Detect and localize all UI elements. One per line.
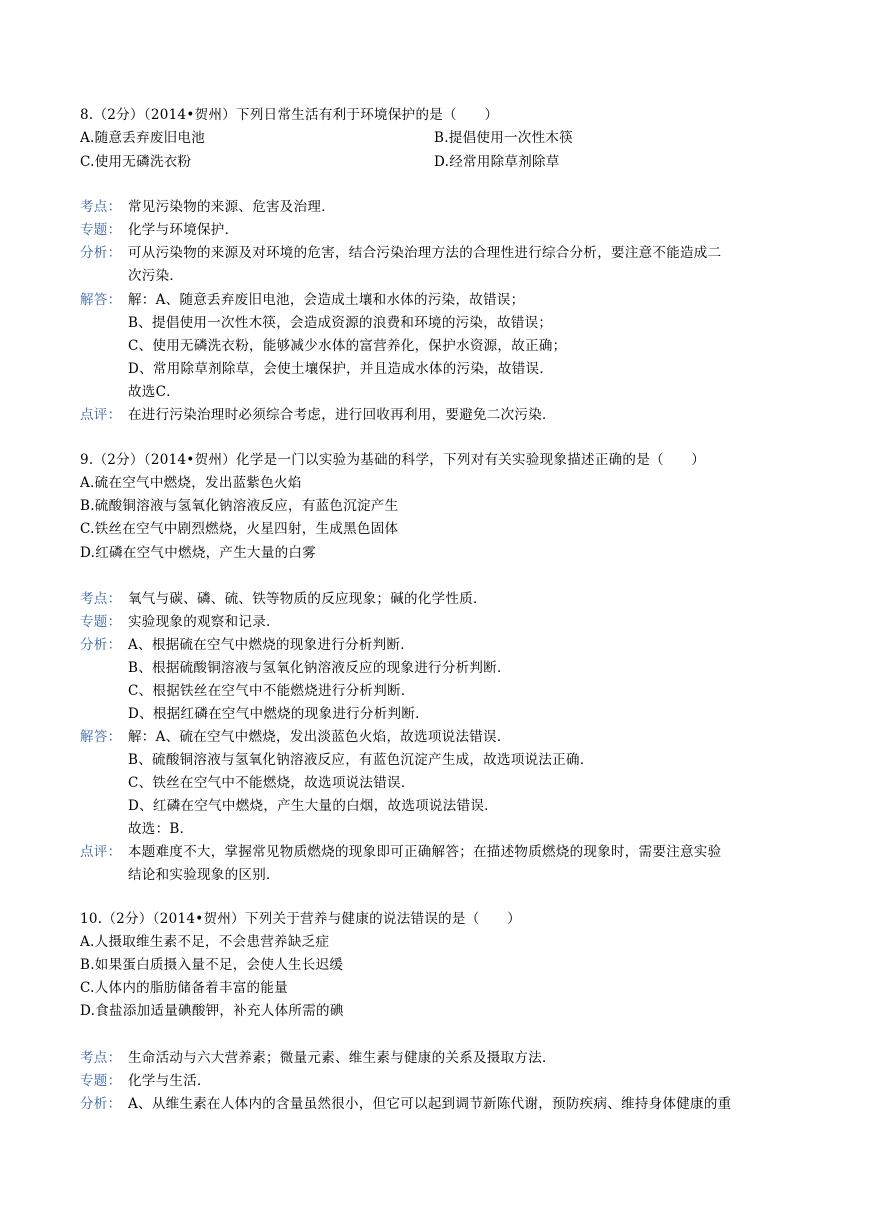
jieda-label: 解答： [80,729,122,745]
q8-zhuanti [80,222,238,239]
q10-fenxi [80,1096,731,1113]
option-c: C.人体内的脂肪储备着丰富的能量 [80,980,288,996]
zhuanti-text: 化学与环境保护． [128,222,239,238]
q9-dianping [80,844,721,861]
option-d: D.红磷在空气中燃烧，产生大量的白雾 [80,545,317,561]
option-d: D.食盐添加适量碘酸钾，补充人体所需的碘 [80,1003,344,1019]
zhuanti-label: 专题： [80,1073,122,1089]
q9-fenxi-b: B、根据硫酸铜溶液与氢氧化钠溶液反应的现象进行分析判断． [128,660,511,676]
jieda-label: 解答： [80,292,122,308]
jieda-text: 解：A、硫在空气中燃烧，发出淡蓝色火焰，故选项说法错误． [128,729,511,745]
kaodian-label: 考点： [80,199,122,215]
q9-fenxi-d: D、根据红磷在空气中燃烧的现象进行分析判断． [128,706,429,722]
fenxi-text: 可从污染物的来源及对环境的危害，结合污染治理方法的合理性进行综合分析，要注意不能造成二 [128,245,722,261]
zhuanti-label: 专题： [80,614,122,630]
q9-fenxi [80,637,414,654]
zhuanti-text: 实验现象的观察和记录． [128,614,280,630]
q8-fenxi-cont: 次污染． [128,268,184,284]
q9-answer: 故选：B． [128,821,194,837]
zhuanti-label: 专题： [80,222,122,238]
question-8-stem: 8.（2分）（2014•贺州）下列日常生活有利于环境保护的是（ ） [80,107,499,123]
q9-kaodian [80,591,487,608]
dianping-text: 在进行污染治理时必须综合考虑，进行回收再利用，要避免二次污染． [128,407,556,423]
kaodian-text: 生命活动与六大营养素；微量元素、维生素与健康的关系及摄取方法． [128,1050,556,1066]
option-b: B.如果蛋白质摄入量不足，会使人生长迟缓 [80,957,344,973]
dianping-label: 点评： [80,844,122,860]
option-b: B.硫酸铜溶液与氢氧化钠溶液反应，有蓝色沉淀产生 [80,498,399,514]
question-8-options-row-1 [80,130,574,147]
q8-jieda-d: D、常用除草剂除草，会使土壤保护，并且造成水体的污染，故错误． [128,361,554,377]
option-a: A.随意丢弃废旧电池 [80,130,206,146]
q9-jieda-d: D、红磷在空气中燃烧，产生大量的白烟，故选项说法错误． [128,798,498,814]
q10-kaodian [80,1050,556,1067]
kaodian-text: 常见污染物的来源、危害及治理． [128,199,335,215]
question-10-stem: 10.（2分）（2014•贺州）下列关于营养与健康的说法错误的是（ ） [80,911,521,927]
q9-jieda-b: B、硫酸铜溶液与氢氧化钠溶液反应，有蓝色沉淀产生成，故选项说法正确． [128,752,594,768]
kaodian-label: 考点： [80,591,122,607]
option-d: D.经常用除草剂除草 [434,154,560,170]
dianping-text: 本题难度不大，掌握常见物质燃烧的现象即可正确解答；在描述物质燃烧的现象时，需要注意实验 [128,844,722,860]
kaodian-text: 氧气与碳、磷、硫、铁等物质的反应现象；碱的化学性质． [128,591,487,607]
q8-dianping [80,407,556,424]
option-c: C.使用无磷洗衣粉 [80,154,192,170]
option-c: C.铁丝在空气中剧烈燃烧，火星四射，生成黑色固体 [80,521,399,537]
jieda-text: 解：A、随意丢弃废旧电池，会造成土壤和水体的污染，故错误； [128,292,525,308]
q9-jieda [80,729,511,746]
q9-fenxi-c: C、根据铁丝在空气中不能燃烧进行分析判断． [128,683,415,699]
q8-fenxi [80,245,721,262]
fenxi-text: A、从维生素在人体内的含量虽然很小，但它可以起到调节新陈代谢，预防疾病、维持身体健康的重 [128,1096,732,1112]
option-b: B.提倡使用一次性木筷 [434,130,574,146]
q8-jieda [80,292,524,309]
q8-jieda-b: B、提倡使用一次性木筷，会造成资源的浪费和环境的污染，故错误； [128,315,553,331]
option-a: A.人摄取维生素不足，不会患营养缺乏症 [80,934,330,950]
dianping-label: 点评： [80,407,122,423]
question-8-options-row-2 [80,154,560,171]
question-9-stem: 9.（2分）（2014•贺州）化学是一门以实验为基础的科学，下列对有关实验现象描述正确的是（ ） [80,452,706,468]
option-a: A.硫在空气中燃烧，发出蓝紫色火焰 [80,475,302,491]
q8-kaodian [80,199,335,216]
q10-zhuanti [80,1073,211,1090]
q8-answer: 故选C． [128,384,181,400]
zhuanti-text: 化学与生活． [128,1073,211,1089]
fenxi-text: A、根据硫在空气中燃烧的现象进行分析判断． [128,637,415,653]
fenxi-label: 分析： [80,245,122,261]
q9-dianping-cont: 结论和实验现象的区别． [128,867,280,883]
fenxi-label: 分析： [80,637,122,653]
q9-jieda-c: C、铁丝在空气中不能燃烧，故选项说法错误． [128,775,415,791]
q9-zhuanti [80,614,280,631]
fenxi-label: 分析： [80,1096,122,1112]
kaodian-label: 考点： [80,1050,122,1066]
q8-jieda-c: C、使用无磷洗衣粉，能够减少水体的富营养化，保护水资源，故正确； [128,338,567,354]
